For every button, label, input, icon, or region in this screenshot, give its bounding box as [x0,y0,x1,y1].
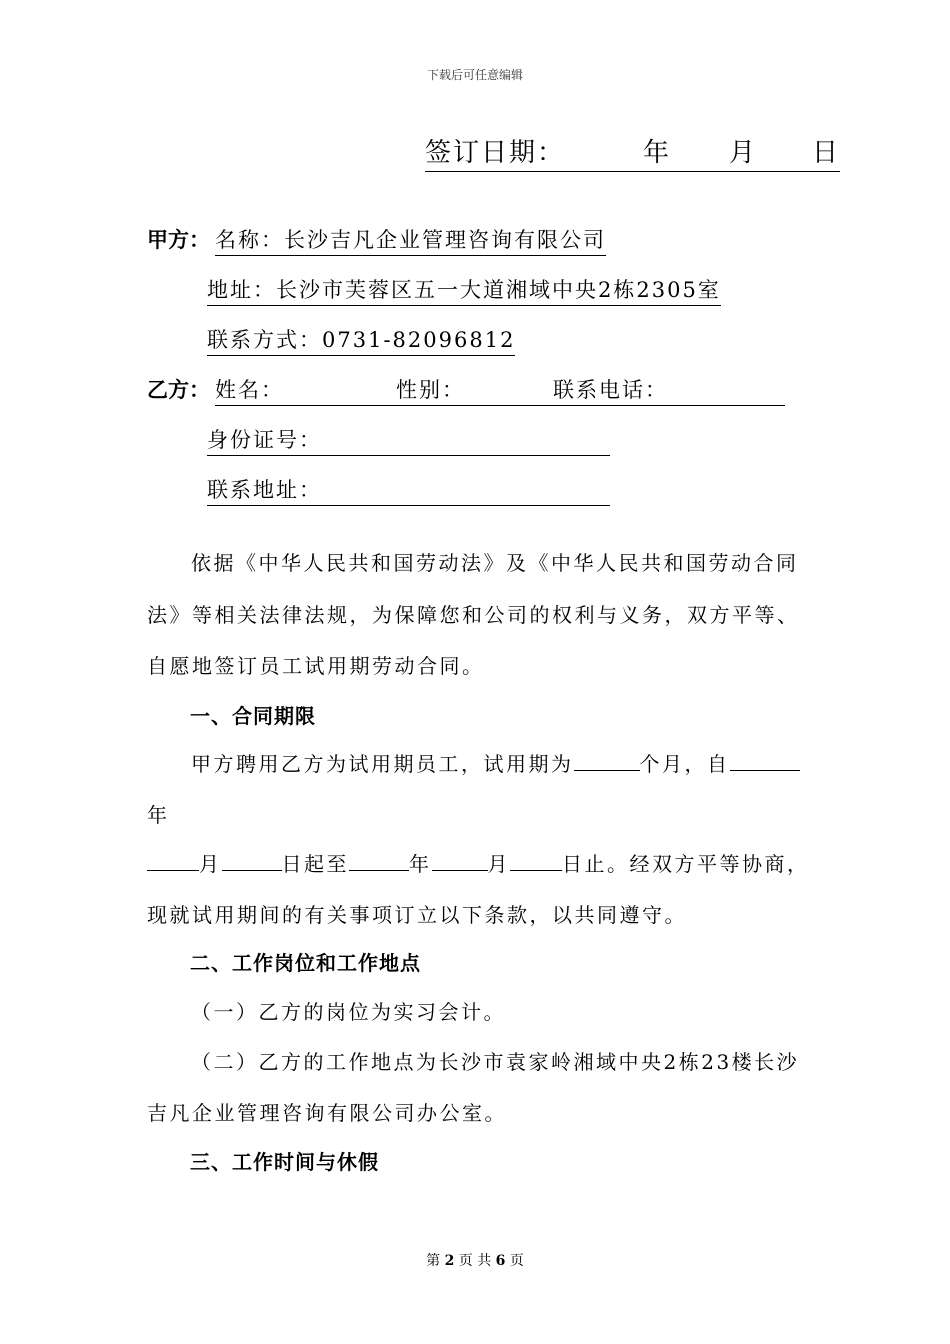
section1-month-text: 月 [199,852,222,876]
section1-line-4: 现就试用期间的有关事项订立以下条款，以共同遵守。 [147,903,687,927]
party-a-address: 地址：长沙市芙蓉区五一大道湘域中央2栋2305室 [207,274,721,306]
blank-end-year [349,869,409,871]
section1-line1-a: 甲方聘用乙方为试用期员工，试用期为 [191,752,574,776]
page-footer [0,1250,950,1270]
party-b-label: 乙方： [147,378,210,402]
sign-date-month: 月 [729,138,758,168]
sign-date-label: 签订日期： [425,138,566,168]
footer-total-pages: 6 [495,1253,506,1269]
party-b-gender-label: 性别： [396,378,465,402]
footer-middle: 页 共 [458,1253,492,1269]
party-b-id-label: 身份证号： [207,428,322,452]
party-a-name: 名称：长沙吉凡企业管理咨询有限公司 [215,224,606,256]
blank-start-year [730,769,800,771]
party-b-address-field [207,474,610,506]
section2-item-2-line-2: 吉凡企业管理咨询有限公司办公室。 [147,1101,507,1125]
party-b-line [215,374,785,406]
blank-end-month [432,869,488,871]
party-b-id-field [207,424,610,456]
party-b-address-label: 联系地址： [207,478,322,502]
header-note: 下载后可任意编辑 [426,68,523,82]
section1-line-2: 年 [147,803,170,827]
section2-item-2-line-1: （二）乙方的工作地点为长沙市袁家岭湘域中央2栋23楼长沙 [191,1050,800,1074]
intro-line-3: 自愿地签订员工试用期劳动合同。 [147,654,485,678]
section1-line1-b: 个月，自 [639,752,730,776]
blank-end-day [510,869,562,871]
section1-day-from-text: 日起至 [281,852,349,876]
party-b-name-label: 姓名： [215,378,284,402]
intro-line-2: 法》等相关法律法规，为保障您和公司的权利与义务，双方平等、 [147,603,800,627]
section2-heading: 二、工作岗位和工作地点 [190,951,421,975]
blank-start-day [222,869,282,871]
section1-end-text: 日止。经双方平等协商， [562,852,810,876]
blank-months [574,769,640,771]
section1-month2-text: 月 [487,852,510,876]
footer-prefix: 第 [426,1253,441,1269]
party-a-contact: 联系方式：0731-82096812 [207,324,515,356]
section1-year-text: 年 [409,852,432,876]
footer-suffix: 页 [509,1253,524,1269]
sign-date-line [425,132,840,172]
section1-line-3 [147,848,810,877]
intro-line-1: 依据《中华人民共和国劳动法》及《中华人民共和国劳动合同 [191,551,799,575]
section2-item-1: （一）乙方的岗位为实习会计。 [191,1000,506,1024]
party-a-label: 甲方： [147,228,210,252]
blank-start-month [147,869,199,871]
footer-page-number: 2 [444,1253,455,1269]
sign-date-year: 年 [643,138,672,168]
section1-heading: 一、合同期限 [190,704,316,728]
party-b-phone-label: 联系电话： [553,378,668,402]
section3-heading: 三、工作时间与休假 [190,1150,379,1174]
sign-date-day: 日 [812,138,841,168]
section1-line-1 [191,748,800,777]
